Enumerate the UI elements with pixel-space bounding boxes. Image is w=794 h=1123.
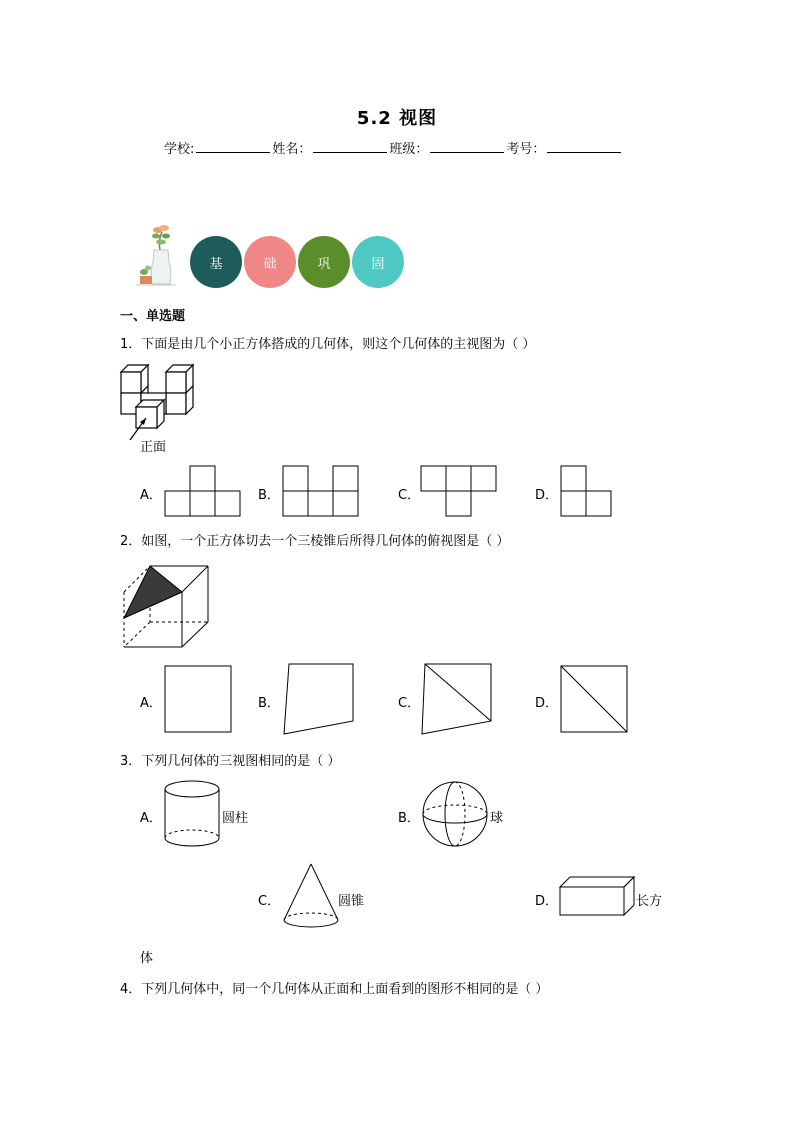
q1-option-a[interactable]: A． xyxy=(140,488,162,503)
q3-sphere-figure[interactable] xyxy=(421,780,489,848)
q3-cone-figure[interactable] xyxy=(282,862,342,932)
q2-option-c[interactable]: C． xyxy=(398,696,421,711)
plant-vase-icon xyxy=(136,222,182,292)
q1-option-a-figure[interactable] xyxy=(164,465,244,517)
class-label: 班级： xyxy=(389,142,429,157)
exam-no-blank xyxy=(547,138,621,153)
badge-gu: 固 xyxy=(352,236,404,288)
q3-option-c[interactable]: C． xyxy=(258,894,281,909)
q1-option-d-figure[interactable] xyxy=(560,465,616,517)
section-heading: 一、单选题 xyxy=(120,309,186,324)
class-blank xyxy=(430,138,504,153)
q1-option-c-figure[interactable] xyxy=(420,465,500,517)
question-1: 1．下面是由几个小正方体搭成的几何体，则这个几何体的主视图为（ ） xyxy=(120,337,536,352)
badge-chu: 础 xyxy=(244,236,296,288)
cylinder-label: 圆柱 xyxy=(222,811,249,826)
cone-label: 圆锥 xyxy=(338,894,365,909)
q1-option-b-figure[interactable] xyxy=(282,465,362,517)
front-label: 正面 xyxy=(140,440,167,455)
q2-option-a[interactable]: A． xyxy=(140,696,162,711)
q3-option-a[interactable]: A． xyxy=(140,811,162,826)
q2-option-b-figure[interactable] xyxy=(283,663,357,737)
q3-cylinder-figure[interactable] xyxy=(164,780,222,848)
school-blank xyxy=(196,138,270,153)
q1-cube-stack-figure xyxy=(118,362,198,437)
question-2: 2．如图，一个正方体切去一个三棱锥后所得几何体的俯视图是（ ） xyxy=(120,534,510,549)
q3-cuboid-figure[interactable] xyxy=(559,876,637,918)
q2-option-d-figure[interactable] xyxy=(560,665,630,735)
q1-option-c[interactable]: C． xyxy=(398,488,421,503)
q2-option-c-figure[interactable] xyxy=(421,663,495,737)
name-blank xyxy=(313,138,387,153)
question-3: 3．下列几何体的三视图相同的是（ ） xyxy=(120,754,341,769)
exam-no-label: 考号： xyxy=(506,142,546,157)
q3-option-b[interactable]: B． xyxy=(398,811,420,826)
q2-cut-cube-figure xyxy=(120,562,212,650)
name-label: 姓名： xyxy=(272,142,312,157)
sphere-label: 球 xyxy=(490,811,504,826)
cuboid-label-wrap: 体 xyxy=(140,951,154,966)
cuboid-label: 长方 xyxy=(636,894,663,909)
question-4: 4．下列几何体中，同一个几何体从正面和上面看到的图形不相同的是（ ） xyxy=(120,982,549,997)
badge-ji: 基 xyxy=(190,236,242,288)
q3-option-d[interactable]: D． xyxy=(535,894,559,909)
page-title: 5.2 视图 xyxy=(356,108,438,129)
badge-gong: 巩 xyxy=(298,236,350,288)
student-info-line xyxy=(164,138,623,157)
q1-option-d[interactable]: D． xyxy=(535,488,559,503)
q1-option-b[interactable]: B． xyxy=(258,488,280,503)
q2-option-d[interactable]: D． xyxy=(535,696,559,711)
school-label: 学校: xyxy=(164,142,195,157)
q2-option-a-figure[interactable] xyxy=(164,665,234,735)
q2-option-b[interactable]: B． xyxy=(258,696,280,711)
